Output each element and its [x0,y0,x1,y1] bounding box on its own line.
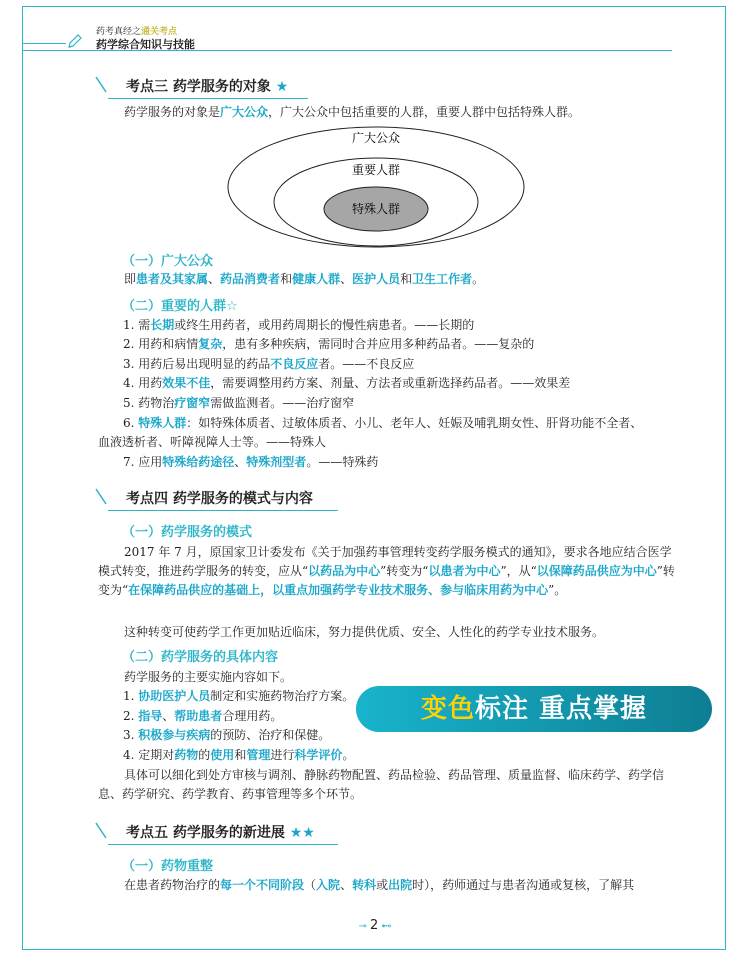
book-series: 药考真经之通关考点 [96,27,178,37]
subheading-public: （一）广大公众 [122,254,214,269]
content-item: 3. 积极参与疾病的预防、治疗和保健。 [123,728,331,742]
middle-label: 重要人群 [351,163,401,177]
list-item: 7. 应用特殊给药途径、特殊剂型者。——特殊药 [123,455,379,469]
list-item: 4. 用药效果不佳，需要调整用药方案、剂量、方法者或重新选择药品者。——效果差 [123,376,571,390]
section-heading-3: 考点三 药学服务的对象 ★ [98,76,288,96]
page-number: ⊸ 2 ⊷ [358,918,392,933]
list-item: 6. 特殊人群：如特殊体质者、过敏体质者、小儿、老年人、妊娠及哺乳期女性、肝肾功能不全者、 [123,416,643,430]
subheading-model: （一）药学服务的模式 [122,525,253,540]
list-item: 1. 需长期或终生用药者，或用药周期长的慢性病患者。——长期的 [123,318,475,332]
list-item: 3. 用药后易出现明显的药品不良反应者。——不良反应 [123,357,415,371]
public-text: 即患者及其家属、药品消费者和健康人群、医护人员和卫生工作者。 [124,272,485,286]
highlight-banner: 变色标注 重点掌握 [356,686,712,732]
content-item: 4. 定期对药物的使用和管理进行科学评价。 [123,748,355,762]
section-mark-icon [94,74,124,100]
content-detail: 具体可以细化到处方审核与调剂、静脉药物配置、药品检验、药品管理、质量监督、临床药学、药学信息、药学研究、药学教育、药事管理等多个环节。 [98,768,665,801]
book-title: 药学综合知识与技能 [96,38,195,51]
content-item: 2. 指导、帮助患者合理用药。 [123,709,283,723]
section-heading-4: 考点四 药学服务的模式与内容 [98,488,313,508]
subheading-reconciliation: （一）药物重整 [122,859,214,874]
list-item: 血液透析者、听障视障人士等。——特殊人 [98,435,327,449]
reconciliation-text: 在患者药物治疗的每一个不同阶段（入院、转科或出院时），药师通过与患者沟通或复核，了解其 [124,878,635,892]
section-heading-5: 考点五 药学服务的新进展 ★★ [98,822,315,842]
audience-diagram [226,124,526,248]
content-intro: 药学服务的主要实施内容如下。 [124,670,293,684]
inner-label: 特殊人群 [351,202,401,216]
list-item: 5. 药物治疗窗窄需做监测者。——治疗窗窄 [123,396,355,410]
section-mark-icon [94,486,124,512]
pencil-icon [66,32,84,50]
content-item: 1. 协助医护人员制定和实施药物治疗方案。 [123,689,355,703]
s3-intro: 药学服务的对象是广大公众，广大公众中包括重要的人群，重要人群中包括特殊人群。 [124,105,581,119]
subheading-important: （二）重要的人群☆ [122,299,238,314]
subheading-content: （二）药学服务的具体内容 [122,650,279,665]
outer-label: 广大公众 [351,131,401,145]
model-paragraph: 2017 年 7 月，原国家卫计委发布《关于加强药事管理转变药学服务模式的通知》，要求各地应结合医学模式转变，推进药学服务的转变，应从“以药品为中心”转变为“以患者为中心”，从“以保障药品供应为中心”转变为“在保障药品供应的基础上，以重点加强药学专业技术服务、参与临床用药为中心”。 [98,545,675,597]
list-item: 2. 用药和病情复杂，患有多种疾病，需同时合并应用多种药品者。——复杂的 [123,337,535,351]
section-mark-icon [94,820,124,846]
model-paragraph-2: 这种转变可使药学工作更加贴近临床，努力提供优质、安全、人性化的药学专业技术服务。 [124,625,605,639]
header-rule-left [22,43,66,44]
